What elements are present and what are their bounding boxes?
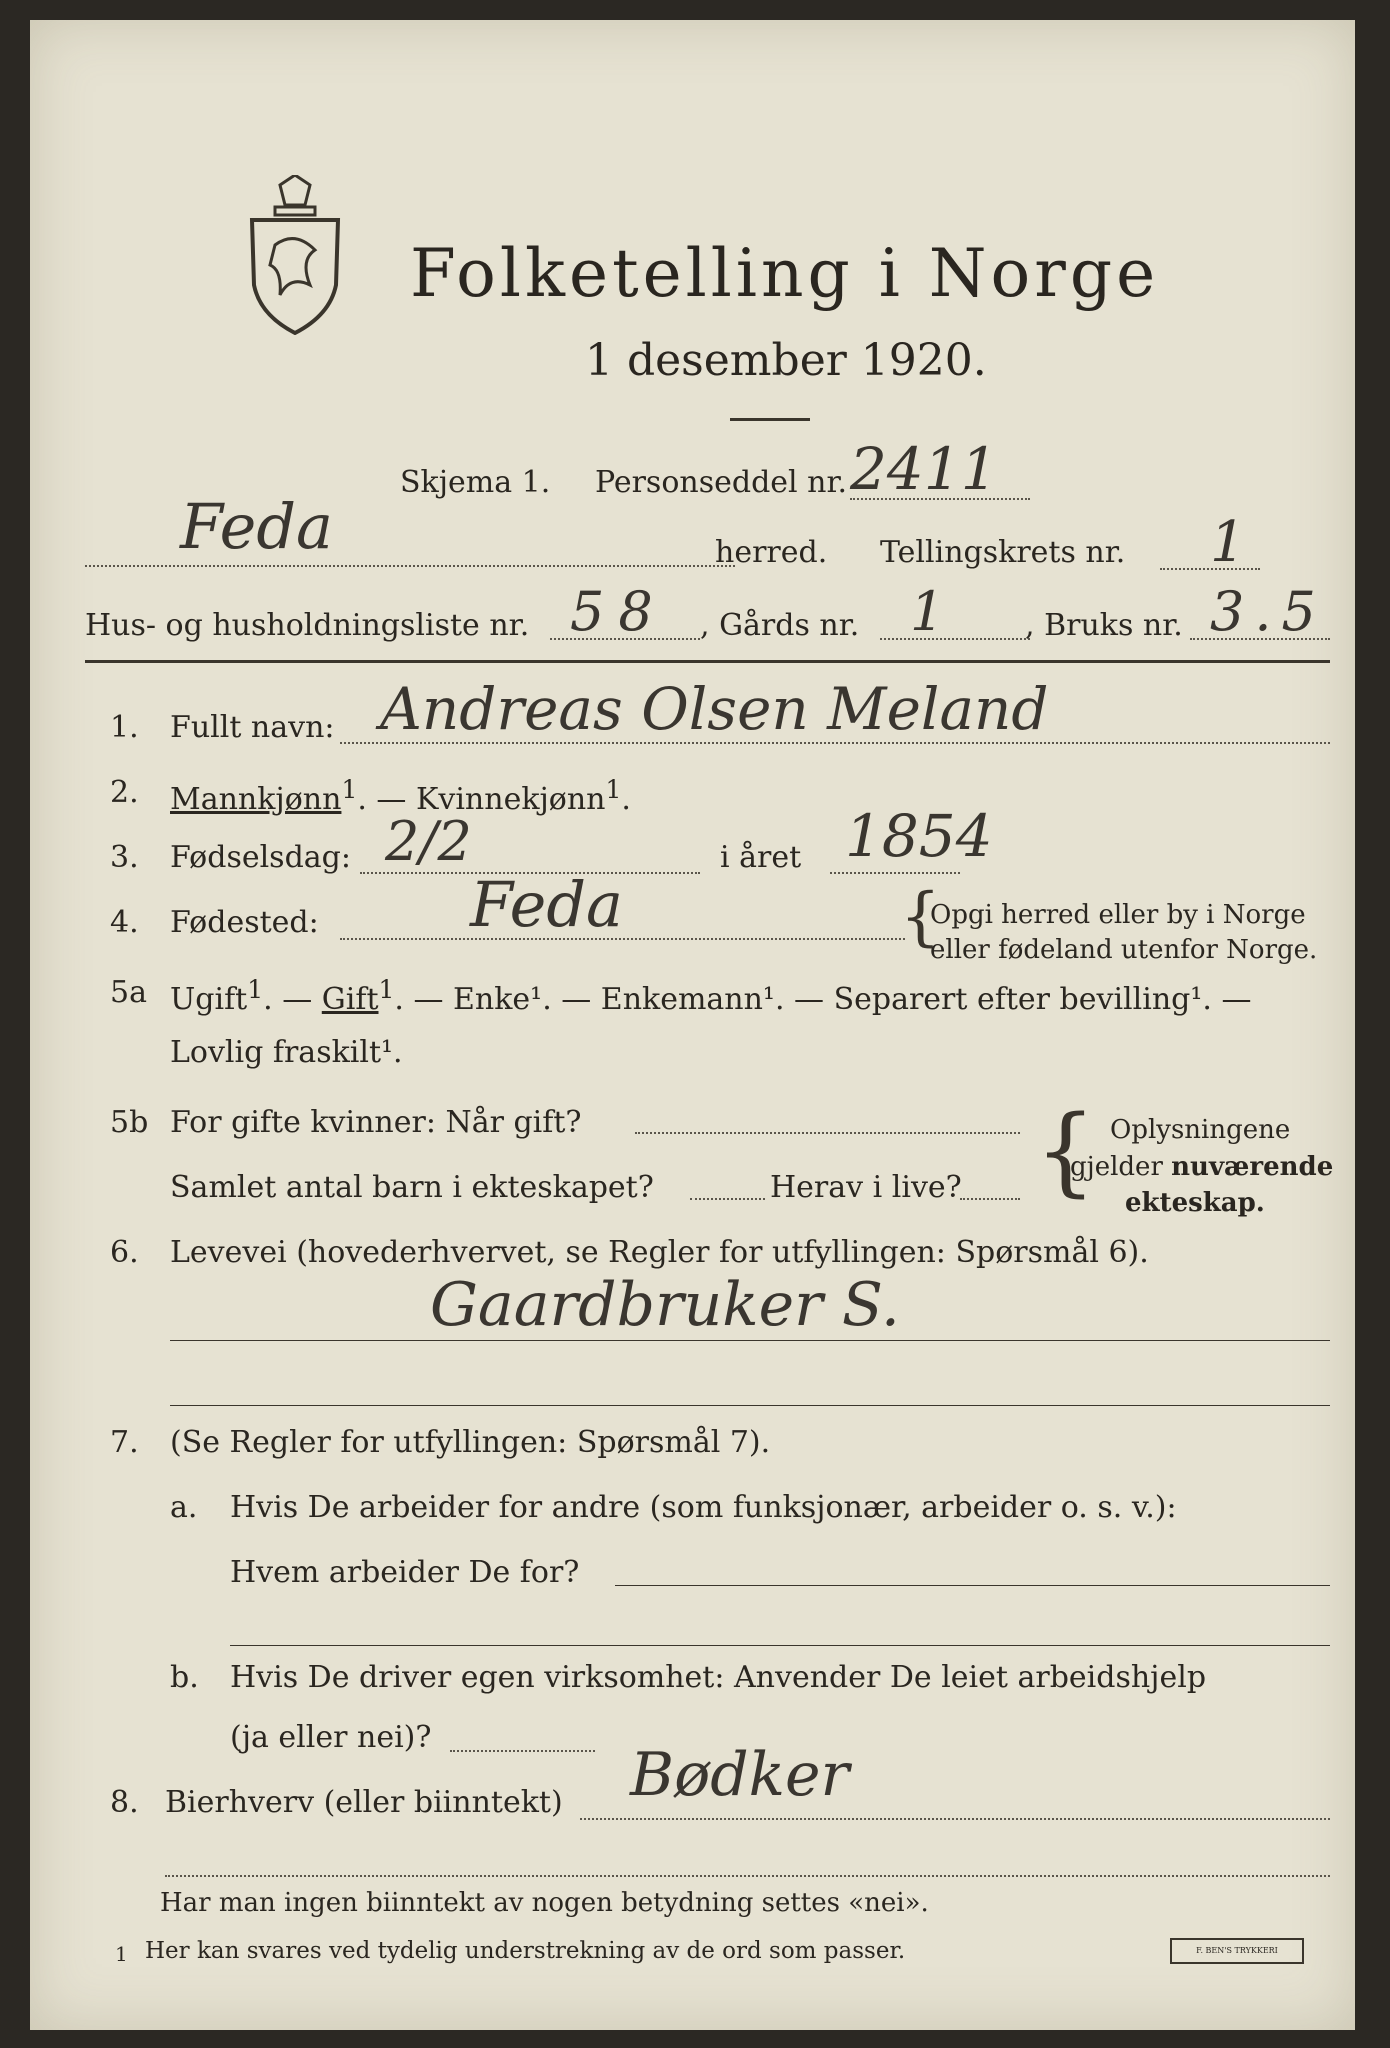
q1-label: Fullt navn: — [170, 710, 335, 745]
sup-marker: 1 — [605, 775, 622, 804]
q6-number: 6. — [110, 1235, 139, 1270]
q8-label: Bierhverv (eller biinntekt) — [165, 1785, 563, 1820]
q2-end: . — [621, 782, 631, 817]
husliste-line — [550, 638, 700, 640]
header-divider — [85, 660, 1330, 663]
q5b-line-1 — [635, 1132, 1020, 1134]
bierhverv-value[interactable]: Bødker — [630, 1740, 850, 1810]
q6-label: Levevei (hovederhvervet, se Regler for utfyllingen: Spørsmål 6). — [170, 1235, 1149, 1270]
husliste-label: Hus- og husholdningsliste nr. — [85, 608, 530, 643]
gift-option[interactable]: Gift — [321, 982, 379, 1017]
q5b-line-2 — [690, 1198, 765, 1200]
fodselsaar-value[interactable]: 1854 — [845, 802, 993, 870]
levevei-value[interactable]: Gaardbruker S. — [430, 1270, 900, 1340]
q5b-label-2: Samlet antal barn i ekteskapet? — [170, 1170, 654, 1205]
q1-number: 1. — [110, 710, 139, 745]
q5b-note-2a: gjelder — [1070, 1152, 1163, 1182]
q2-number: 2. — [110, 775, 139, 810]
q3-year-label: i året — [720, 840, 802, 875]
herred-label: herred. — [715, 535, 828, 570]
ugift-option[interactable]: Ugift — [170, 982, 248, 1017]
gards-value[interactable]: 1 — [910, 580, 945, 643]
skjema-label: Skjema 1. — [400, 465, 551, 500]
census-date: 1 desember 1920. — [585, 335, 987, 386]
q7a-answer-line-2[interactable] — [230, 1645, 1330, 1646]
herred-line — [85, 565, 735, 567]
lovlig-fraskilt-option[interactable]: Lovlig fraskilt¹. — [170, 1035, 403, 1070]
sup-marker: 1 — [378, 975, 395, 1004]
tellingskrets-label: Tellingskrets nr. — [880, 535, 1126, 570]
q3-label: Fødselsdag: — [170, 840, 351, 875]
q5b-note-3: ekteskap. — [1125, 1188, 1265, 1218]
bruks-line — [1190, 638, 1330, 640]
q4-brace: { — [900, 880, 941, 954]
mannkjonn-option[interactable]: Mannkjønn — [170, 782, 342, 817]
q7a-answer-line[interactable] — [615, 1585, 1330, 1586]
q5a-rest: . — Enke¹. — Enkemann¹. — Separert efter bevilling¹. — — [394, 982, 1252, 1017]
q2-sep: . — — [357, 782, 407, 817]
title-divider — [730, 418, 810, 421]
q7b-number: b. — [170, 1660, 199, 1695]
personseddel-line — [850, 498, 1030, 500]
q6-line-2 — [170, 1405, 1330, 1406]
footer-note: Har man ingen biinntekt av nogen betydning settes «nei». — [160, 1888, 929, 1918]
q5a-sep: . — — [263, 982, 313, 1017]
q4-note-2: eller fødeland utenfor Norge. — [930, 935, 1318, 965]
personseddel-label: Personseddel nr. — [595, 465, 848, 500]
gards-line — [880, 638, 1030, 640]
bruks-label: , Bruks nr. — [1025, 608, 1183, 643]
q4-label: Fødested: — [170, 905, 319, 940]
footnote-text: Her kan svares ved tydelig understrekning av de ord som passer. — [145, 1938, 906, 1964]
gards-label: , Gårds nr. — [700, 608, 860, 643]
q5b-note-2b: nuværende — [1171, 1152, 1334, 1182]
q5a-number: 5a — [110, 975, 147, 1010]
census-form — [30, 20, 1355, 2030]
q5b-brace: { — [1035, 1095, 1097, 1207]
q3-number: 3. — [110, 840, 139, 875]
q5b-line-3 — [960, 1198, 1020, 1200]
q7b-line-1: Hvis De driver egen virksomhet: Anvender De leiet arbeidshjelp — [230, 1660, 1207, 1695]
q5b-label-3: Herav i live? — [770, 1170, 962, 1205]
q7a-number: a. — [170, 1490, 198, 1525]
q5b-note-1: Oplysningene — [1110, 1115, 1291, 1145]
q7a-line-2: Hvem arbeider De for? — [230, 1555, 580, 1590]
q8-line-1 — [580, 1818, 1330, 1820]
q5b-number: 5b — [110, 1105, 149, 1140]
kvinnekjonn-option[interactable]: Kvinnekjønn — [415, 782, 606, 817]
tellingskrets-line — [1160, 568, 1260, 570]
bruks-value[interactable]: 3.5 — [1210, 580, 1326, 643]
q7-label: (Se Regler for utfyllingen: Spørsmål 7). — [170, 1425, 771, 1460]
fodested-value[interactable]: Feda — [470, 868, 623, 941]
husliste-value[interactable]: 58 — [570, 580, 667, 643]
q4-note-1: Opgi herred eller by i Norge — [930, 900, 1306, 930]
coat-of-arms-emblem — [240, 175, 350, 335]
q3-year-line — [830, 872, 960, 874]
fodselsdag-value[interactable]: 2/2 — [385, 810, 472, 873]
q1-line — [340, 742, 1330, 744]
personseddel-value[interactable]: 2411 — [850, 435, 998, 503]
q5b-label-1: For gifte kvinner: Når gift? — [170, 1105, 582, 1140]
herred-value[interactable]: Feda — [180, 490, 333, 563]
q7a-line-1: Hvis De arbeider for andre (som funksjonær, arbeider o. s. v.): — [230, 1490, 1177, 1525]
q6-line-1 — [170, 1340, 1330, 1341]
q7-number: 7. — [110, 1425, 139, 1460]
sup-marker: 1 — [247, 975, 264, 1004]
sup-marker: 1 — [341, 775, 358, 804]
tellingskrets-value[interactable]: 1 — [1210, 510, 1246, 575]
q5a-options — [170, 975, 1251, 1017]
q8-number: 8. — [110, 1785, 139, 1820]
fullt-navn-value[interactable]: Andreas Olsen Meland — [380, 675, 1049, 743]
q4-number: 4. — [110, 905, 139, 940]
q5b-note-2 — [1070, 1152, 1333, 1182]
printer-stamp: F. BEN'S TRYKKERI — [1170, 1938, 1304, 1964]
q4-line — [340, 938, 905, 940]
footnote-mark: 1 — [115, 1942, 128, 1966]
q8-line-2 — [165, 1875, 1330, 1877]
q7b-line-2: (ja eller nei)? — [230, 1720, 432, 1755]
form-title: Folketelling i Norge — [410, 235, 1160, 312]
q7b-answer-line[interactable] — [450, 1750, 595, 1752]
